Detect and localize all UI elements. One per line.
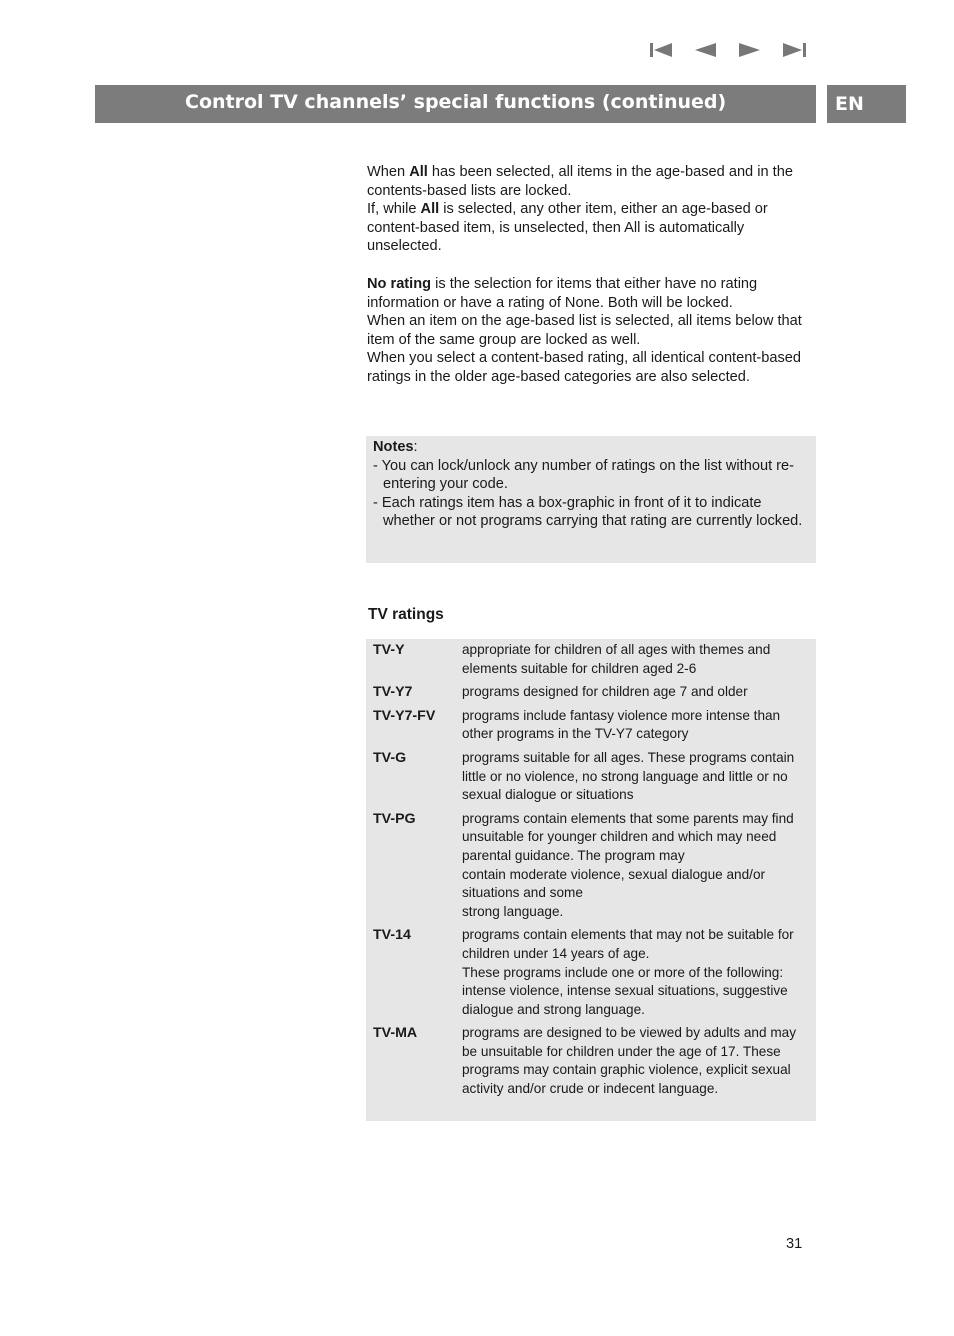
rating-description-line: programs are designed to be viewed by adults and may be unsuitable for children under the age of 17. These programs may contain graphic violence, explicit sexual activity and/or crude or indecent language.: [462, 1025, 796, 1097]
rating-row-tv-14: [373, 926, 810, 1019]
rating-description-line: programs designed for children age 7 and older: [462, 684, 748, 700]
text-run: is the selection for items that either have no rating information or have a rating of None. Both will be locked.: [367, 276, 758, 311]
rating-row-tv-y7: [373, 683, 810, 702]
rating-description: [462, 749, 810, 805]
rating-description: [462, 641, 810, 678]
rating-description-line: These programs include one or more of the following: intense violence, intense sexual situations, suggestive dialogue and strong language.: [462, 964, 788, 1017]
bold-no-rating: No rating: [367, 276, 432, 292]
rating-description-line: appropriate for children of all ages with themes and elements suitable for children aged 2-6: [462, 642, 771, 676]
rating-row-tv-g: [373, 749, 810, 805]
no-rating-paragraph: [367, 275, 812, 312]
rating-description: [462, 810, 810, 922]
rating-row-tv-pg: [373, 810, 810, 922]
rating-description-line: contain moderate violence, sexual dialogue and/or situations and some: [462, 866, 766, 901]
previous-icon[interactable]: [692, 40, 720, 60]
notes-heading: [373, 438, 808, 457]
rating-code: TV-G: [373, 749, 407, 766]
rating-description-line: programs contain elements that some parents may find unsuitable for younger children and which may need parental guidance. The program may: [462, 810, 794, 863]
rating-code: TV-MA: [373, 1025, 418, 1042]
rating-description-line: programs suitable for all ages. These programs contain little or no violence, no strong language and little or no sexual dialogue or situations: [462, 749, 795, 803]
notes-colon: :: [413, 439, 418, 455]
page-number: 31: [786, 1236, 803, 1252]
content-based-paragraph: When you select a content-based rating, all identical content-based ratings in the older age-based categories are also selected.: [367, 350, 802, 385]
rating-description: [462, 1024, 810, 1098]
rating-code: TV-PG: [373, 810, 416, 827]
rating-description: [462, 926, 810, 1019]
page-title: Control TV channels’ special functions (continued): [95, 85, 816, 123]
page-navigation: [648, 40, 810, 60]
bold-all: All: [420, 201, 440, 218]
bold-all: All: [409, 164, 428, 180]
language-tab: EN: [827, 85, 906, 123]
rating-description-line: strong language.: [462, 903, 564, 919]
intro-paragraph-1: [367, 163, 812, 200]
no-rating-section: [367, 275, 812, 387]
rating-code: TV-Y: [373, 642, 405, 658]
tv-ratings-table: [366, 639, 816, 1121]
rating-code: TV-14: [373, 927, 411, 944]
rating-description: [462, 707, 810, 744]
age-based-paragraph: When an item on the age-based list is selected, all items below that item of the same group are locked as well.: [367, 313, 802, 348]
skip-to-last-icon[interactable]: [781, 40, 809, 60]
note-item: - Each ratings item has a box-graphic in front of it to indicate whether or not programs carrying that rating are currently locked.: [373, 494, 803, 530]
text-run: is selected, any other item, either an age-based or content-based item, is unselected, then All is automatically unselected.: [367, 201, 768, 255]
rating-row-tv-y: [373, 641, 810, 678]
text-run: If, while: [367, 201, 421, 218]
tv-ratings-heading: TV ratings: [368, 606, 444, 623]
text-run: has been selected, all items in the age-based and in the contents-based lists are locked.: [367, 164, 793, 199]
rating-description-line: programs include fantasy violence more intense than other programs in the TV-Y7 category: [462, 707, 781, 742]
rating-code: TV-Y7-FV: [373, 707, 436, 724]
intro-paragraph-2: [367, 200, 812, 256]
rating-code: TV-Y7: [373, 684, 413, 701]
text-run: When: [367, 164, 410, 180]
note-item: - You can lock/unlock any number of ratings on the list without re-entering your code.: [373, 457, 795, 493]
rating-row-tv-ma: [373, 1024, 810, 1098]
skip-to-first-icon[interactable]: [648, 40, 676, 60]
notes-label: Notes: [373, 439, 414, 455]
intro-section: [367, 163, 812, 256]
rating-description-line: programs contain elements that may not be suitable for children under 14 years of age.: [462, 927, 794, 961]
next-icon[interactable]: [737, 40, 765, 60]
rating-description: [462, 683, 810, 702]
rating-row-tv-y7-fv: [373, 707, 810, 744]
notes-box: [366, 436, 816, 563]
